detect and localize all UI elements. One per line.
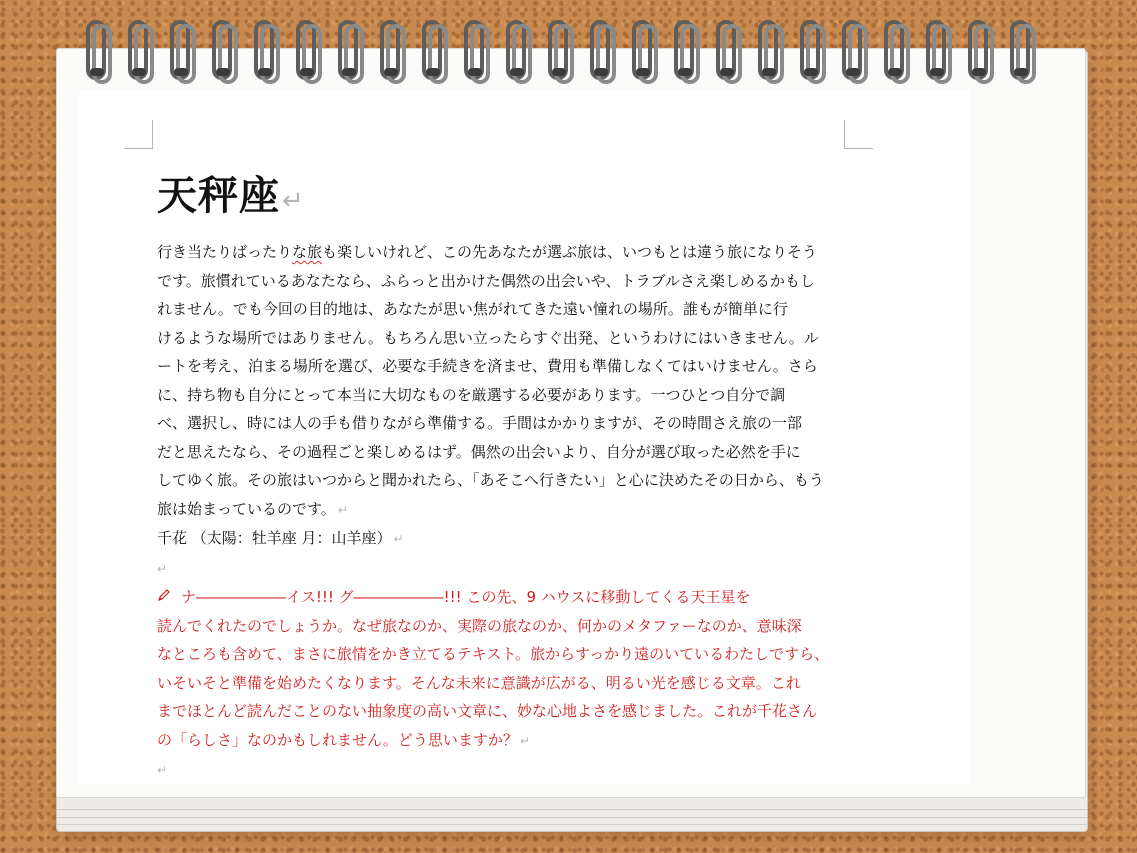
body-line: だと思えたなら、その過程ごと楽しめるはず。偶然の出会いより、自分が選び取った必然を手に [157,442,801,461]
body-line: べ、選択し、時には人の手も借りながら準備する。手間はかかりますが、その時間さえ旅の一部 [157,414,803,432]
comment-line-last [157,726,847,756]
empty-paragraph [157,554,847,584]
document-title [157,164,305,221]
paragraph-mark: ↵ [157,561,168,576]
spiral-binding [0,0,1137,90]
title-text: 天秤座 [157,173,280,219]
crop-mark-top-right [844,120,873,149]
paragraph-mark: ↵ [282,186,305,216]
body-line: してゆく旅。その旅はいつからと聞かれたら、「あそこへ行きたい」と心に決めたその日から、もう [157,471,824,489]
body-line-text: 旅は始まっているのです。 [157,499,336,518]
comment-line: いそいそと準備を始めたくなります。そんな未来に意識が広がる、明るい光を感じる文章。これ [157,673,801,692]
body-line: に、持ち物も自分にとって本当に大切なものを厳選する必要があります。一つひとつ自分で調 [157,385,786,404]
author-line [157,524,847,554]
paragraph-mark: ↵ [393,532,404,546]
comment-text: ナ――――――イス!!! グ――――――!!! この先、9 ハウスに移動してくる天王星を [181,588,751,606]
paragraph-mark: ↵ [519,733,530,748]
document-body [157,238,847,785]
paragraph-mark: ↵ [157,763,168,777]
comment-line: までほとんど読んだことのない抽象度の高い文章に、妙な心地よさを感じました。これが千花さん [157,702,818,720]
comment-line: なところも含めて、まさに旅情をかき立てるテキスト。旅からすっかり遠のいているわたしですら、 [157,645,830,663]
body-line: けるような場所ではありません。もちろん思い立ったらすぐ出発、というわけにはいきません。ル [157,328,819,347]
comment-text: の「らしさ」なのかもしれません。どう思いますか？ [157,730,518,749]
body-line: ートを考え、泊まる場所を選び、必要な手続きを済ませ、費用も準備しなくてはいけません。さら [157,357,818,375]
body-line-last [157,495,847,525]
comment-line [157,583,847,612]
spellcheck-underline: な旅 [292,243,323,261]
body-line: です。旅慣れているあなたなら、ふらっと出かけた偶然の出会いや、トラブルさえ楽しめるかもし [157,271,815,290]
comment-line: 読んでくれたのでしょうか。なぜ旅なのか、実際の旅なのか、何かのメタファーなのか、意味深 [157,616,802,635]
body-line: 行き当たりばったりな旅も楽しいけれど、この先あなたが選ぶ旅は、いつもとは違う旅になりそう [157,243,818,261]
pencil-icon [157,583,173,612]
document-page [79,90,970,784]
author-text: 千花 （太陽：牡羊座 月：山羊座） [157,529,392,547]
crop-mark-top-left [124,120,153,149]
body-line: れません。でも今回の目的地は、あなたが思い焦がれてきた遠い憧れの場所。誰もが簡単に行 [157,300,788,318]
paragraph-mark: ↵ [337,502,348,517]
empty-paragraph [157,755,847,785]
